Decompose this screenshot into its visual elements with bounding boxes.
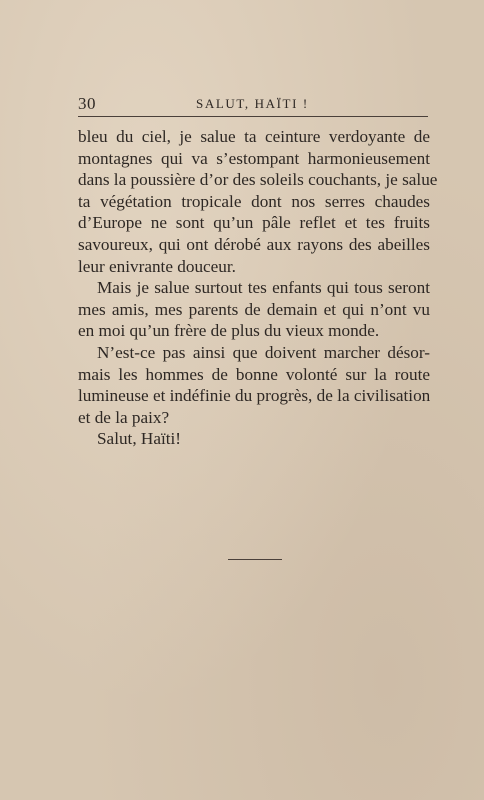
page-number: 30 — [78, 94, 96, 113]
text-line: lumineuse et indéfinie du progrès, de la civilisation — [78, 386, 431, 406]
body-text — [78, 126, 438, 450]
text-line: mais les hommes de bonne volonté sur la route — [78, 364, 430, 384]
section-divider — [228, 559, 282, 560]
text-line: mes amis, mes parents de demain et qui n’ont vu — [78, 299, 430, 319]
text-line: leur enivrante douceur. — [78, 256, 236, 276]
text-line: et de la paix? — [78, 407, 170, 427]
text-line: ta végétation tropicale dont nos serres chaudes — [78, 191, 430, 211]
text-line: savoureux, qui ont dérobé aux rayons des abeilles — [78, 234, 430, 254]
text-line: en moi qu’un frère de plus du vieux monde. — [78, 321, 380, 341]
text-line: dans la poussière d’or des soleils couchants, je salue — [78, 170, 438, 190]
text-line: N’est-ce pas ainsi que doivent marcher désor- — [97, 342, 430, 362]
text-line: montagnes qui va s’estompant harmonieusement — [78, 148, 430, 168]
text-line: d’Europe ne sont qu’un pâle reflet et tes fruits — [78, 213, 430, 233]
text-line: Mais je salue surtout tes enfants qui tous seront — [97, 278, 430, 298]
text-line: Salut, Haïti! — [97, 429, 182, 449]
running-title: SALUT, HAÏTI ! — [196, 96, 309, 111]
text-line: bleu du ciel, je salue ta ceinture verdoyante de — [78, 127, 430, 146]
page-header — [78, 92, 428, 117]
